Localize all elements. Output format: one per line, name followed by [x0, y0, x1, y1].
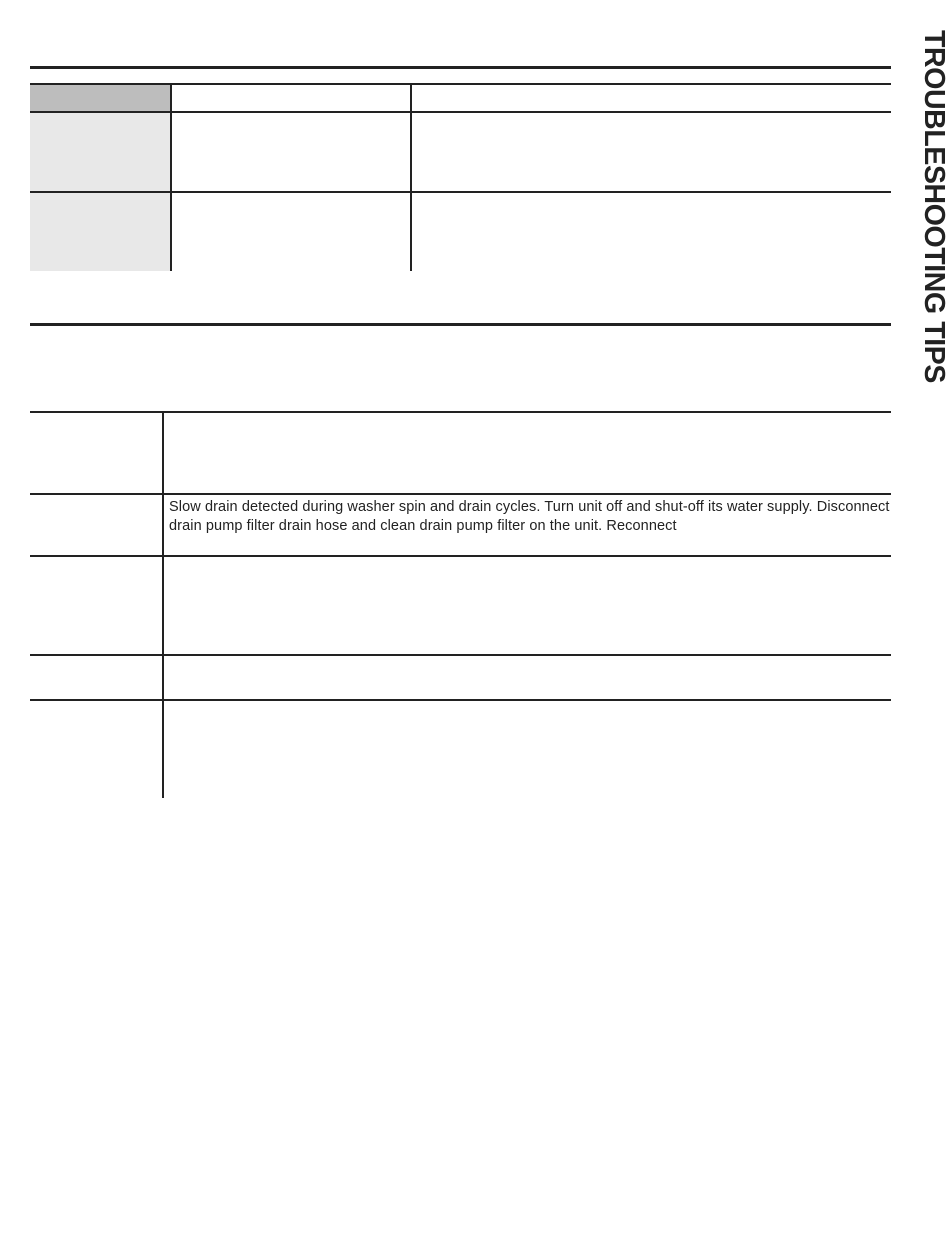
error-code-cell [30, 557, 162, 654]
error-description-cell: Slow drain detected during washer spin and drain cycles. Turn unit off and shut-off its water supply. Disconnect drain pump filter drain hose and clean drain pump filter on the unit. Reconnect [162, 495, 891, 555]
table-row [30, 493, 891, 555]
error-description-cell [162, 413, 891, 493]
table-row [30, 191, 891, 271]
table-cell-action [410, 113, 891, 191]
table-row [30, 411, 891, 493]
table-row [30, 654, 891, 699]
section-side-title [920, 30, 950, 470]
error-description-cell [162, 557, 891, 654]
error-code-cell [30, 701, 162, 798]
table-row [30, 699, 891, 798]
error-code-cell [30, 495, 162, 555]
error-code-cell [30, 413, 162, 493]
error-description-cell [162, 656, 891, 699]
header-cell-problem [30, 85, 170, 111]
top-section-rule [30, 66, 891, 69]
error-code-cell [30, 656, 162, 699]
header-cell-action [410, 85, 891, 111]
table-row [30, 111, 891, 191]
table-header-row [30, 83, 891, 111]
table-cell-problem [30, 193, 170, 271]
troubleshooting-table-upper [30, 83, 891, 271]
table-row [30, 555, 891, 654]
middle-section-rule [30, 323, 891, 326]
table-cell-action [410, 193, 891, 271]
table-cell-cause [170, 193, 410, 271]
error-code-table [30, 411, 891, 798]
error-description-cell [162, 701, 891, 798]
side-title-text: TROUBLESHOOTING TIPS [918, 30, 950, 384]
header-cell-cause [170, 85, 410, 111]
table-cell-cause [170, 113, 410, 191]
table-cell-problem [30, 113, 170, 191]
